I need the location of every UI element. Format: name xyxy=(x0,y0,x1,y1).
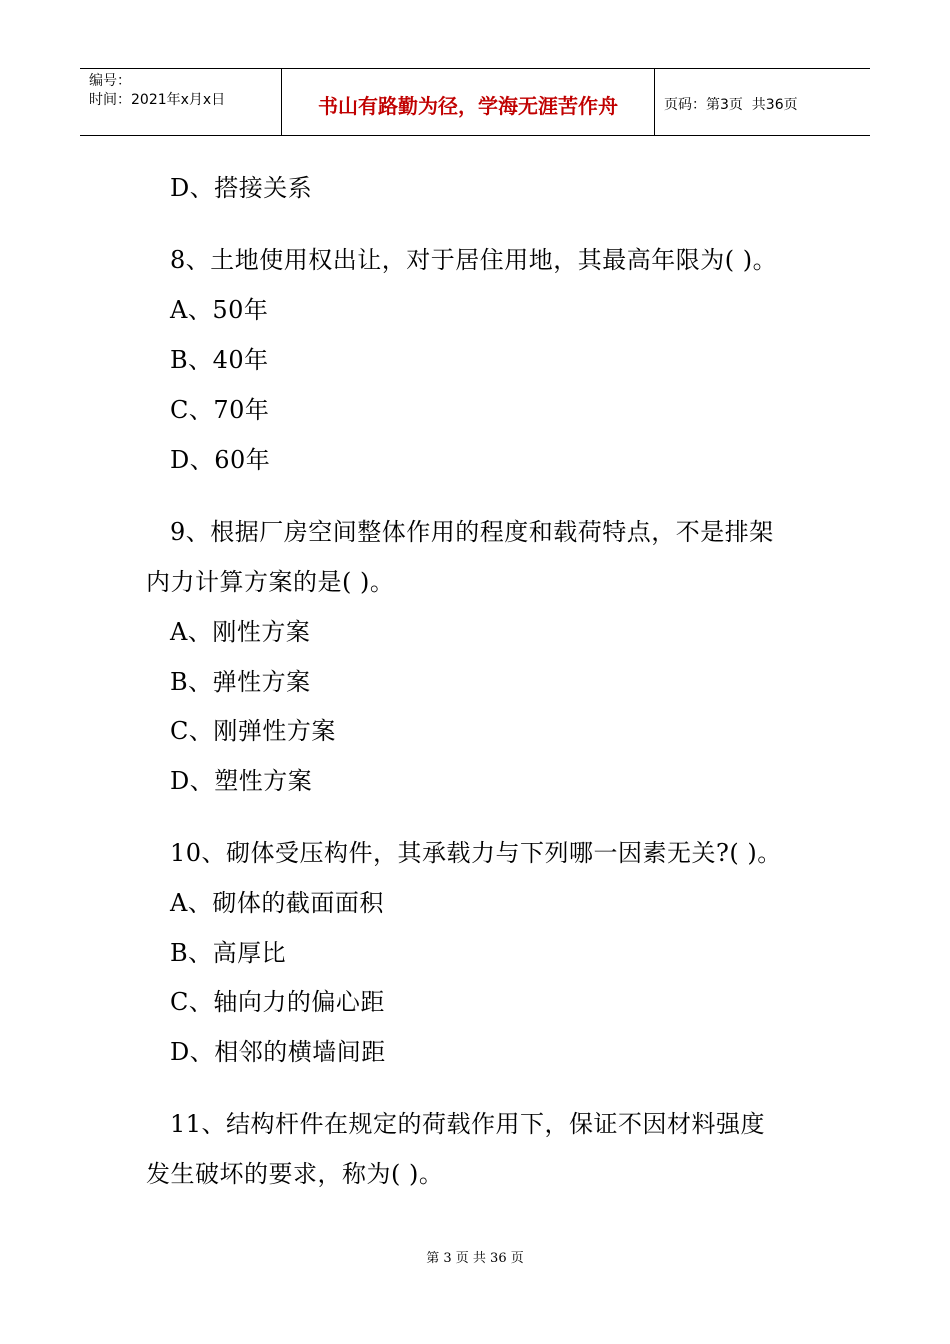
question-10-option-a: A、砌体的截面面积 xyxy=(170,889,384,917)
question-10-option-d: D、相邻的横墙间距 xyxy=(170,1038,386,1066)
question-9-option-b: B、弹性方案 xyxy=(170,668,311,696)
question-9-stem-line-1: 9、根据厂房空间整体作用的程度和载荷特点，不是排架 xyxy=(170,518,774,546)
question-10-option-b: B、高厚比 xyxy=(170,939,287,967)
question-8-option-d: D、60年 xyxy=(170,446,271,474)
question-10-stem: 10、砌体受压构件，其承载力与下列哪一因素无关?( )。 xyxy=(170,839,782,867)
question-8-option-b: B、40年 xyxy=(170,346,269,374)
header-meta-cell xyxy=(80,69,282,135)
header-page-label: 页码：第3页 共36页 xyxy=(664,97,798,113)
header-motto: 书山有路勤为径，学海无涯苦作舟 xyxy=(282,69,655,135)
header-page-cell xyxy=(655,69,870,135)
question-8-option-a: A、50年 xyxy=(170,296,269,324)
document-header xyxy=(80,68,870,136)
question-11-stem-line-2: 发生破坏的要求，称为( )。 xyxy=(146,1160,444,1188)
prev-question-option-d: D、搭接关系 xyxy=(170,174,313,202)
question-9-option-c: C、刚弹性方案 xyxy=(170,717,336,745)
question-8-option-c: C、70年 xyxy=(170,396,270,424)
question-9-option-d: D、塑性方案 xyxy=(170,767,313,795)
question-10-option-c: C、轴向力的偏心距 xyxy=(170,988,385,1016)
question-9-stem-line-2: 内力计算方案的是( )。 xyxy=(146,568,395,596)
question-8-stem: 8、土地使用权出让，对于居住用地，其最高年限为( )。 xyxy=(170,246,778,274)
page-footer: 第 3 页 共 36 页 xyxy=(426,1251,524,1266)
question-9-option-a: A、刚性方案 xyxy=(170,618,311,646)
question-11-stem-line-1: 11、结构杆件在规定的荷载作用下，保证不因材料强度 xyxy=(170,1110,766,1138)
document-number-label: 编号： xyxy=(89,73,131,89)
document-time-label: 时间：2021年x月x日 xyxy=(89,92,226,108)
